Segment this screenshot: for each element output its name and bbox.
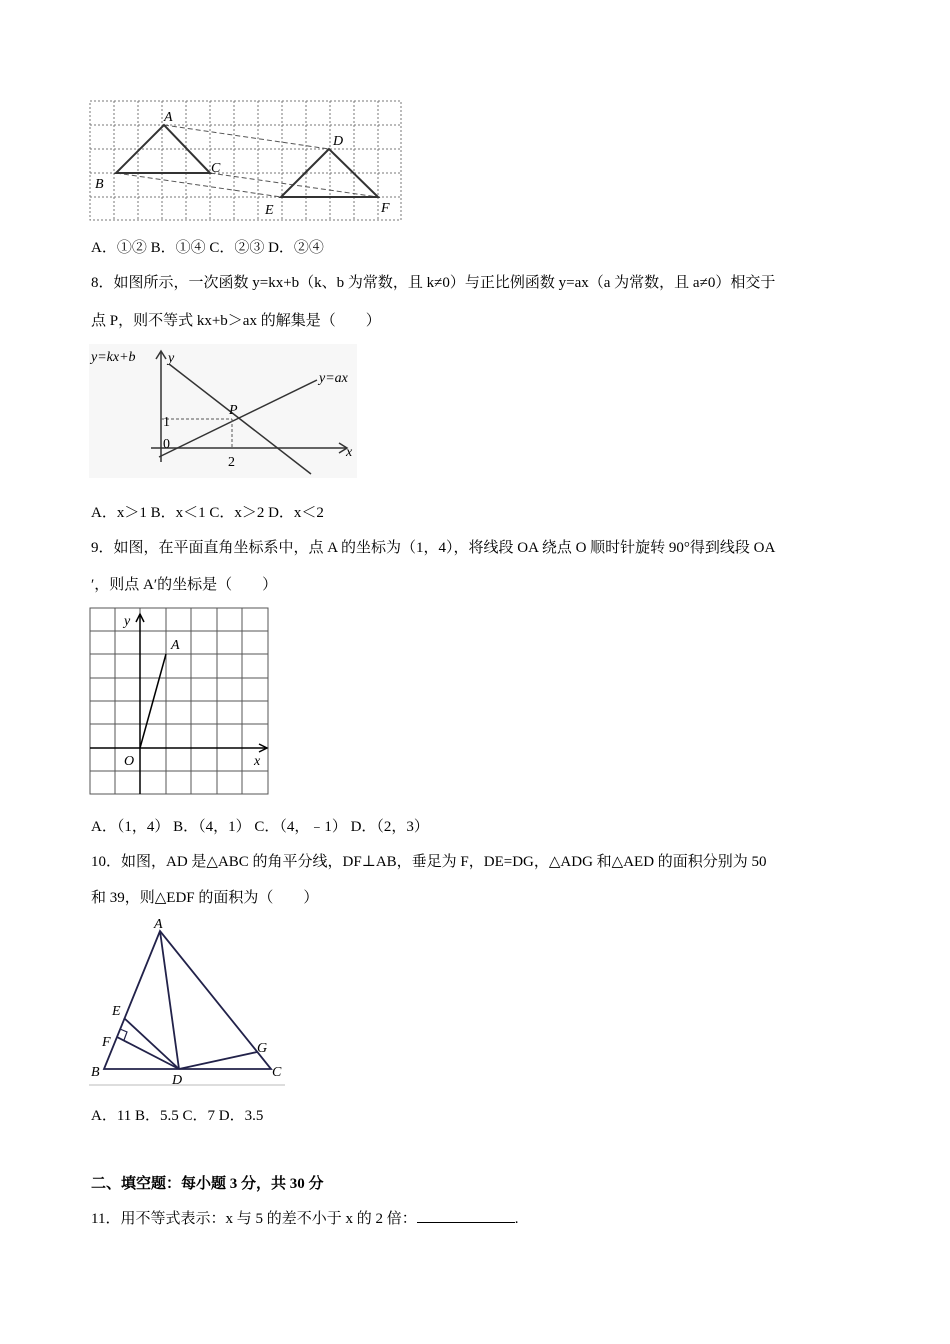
q7-options: A．①② B．①④ C．②③ D．②④	[91, 240, 324, 256]
q10-label-c: C	[272, 1065, 282, 1080]
q7-label-e: E	[265, 203, 274, 218]
q8-tick-2: 2	[228, 455, 235, 470]
q9-options: A．（1，4） B．（4，1） C．（4，﹣1） D．（2，3）	[91, 819, 429, 835]
q10-triangle-diagram	[89, 918, 285, 1090]
q8-question-line1: 8．如图所示，一次函数 y=kx+b（k、b 为常数，且 k≠0）与正比例函数 y=ax（a 为常数，且 a≠0）相交于	[91, 275, 776, 291]
q9-label-x-axis: x	[254, 754, 261, 769]
q8-origin: 0	[163, 437, 170, 452]
q8-label-x-axis: x	[346, 445, 353, 460]
q11-answer-blank[interactable]	[417, 1208, 515, 1223]
q8-label-p: P	[229, 403, 238, 418]
q8-label-ax: y=ax	[319, 371, 348, 386]
q8-label-y-axis: y	[168, 351, 175, 366]
q7-label-b: B	[95, 177, 104, 192]
q8-question-line2: 点 P，则不等式 kx+b＞ax 的解集是（ ）	[91, 313, 381, 329]
q8-tick-1: 1	[163, 415, 170, 430]
q9-coordinate-grid	[89, 606, 271, 796]
q10-label-a: A	[154, 918, 163, 932]
q10-label-e: E	[112, 1004, 121, 1019]
q7-label-c: C	[211, 161, 221, 176]
q8-label-kx-b: y=kx+b	[91, 350, 136, 365]
q10-label-g: G	[257, 1041, 268, 1056]
q8-options: A．x＞1 B．x＜1 C．x＞2 D．x＜2	[91, 505, 324, 521]
section-2-heading: 二、填空题：每小题 3 分，共 30 分	[91, 1176, 324, 1192]
q8-figure	[89, 344, 357, 478]
q10-question-line1: 10．如图，AD 是△ABC 的角平分线，DF⊥AB，垂足为 F，DE=DG，△ADG 和△AED 的面积分别为 50	[91, 854, 767, 870]
q9-figure	[89, 606, 271, 796]
q9-label-a: A	[171, 638, 180, 653]
q10-label-b: B	[91, 1065, 100, 1080]
q10-figure	[89, 918, 285, 1090]
q10-options: A．11 B．5.5 C．7 D．3.5	[91, 1108, 264, 1124]
q11-period: .	[514, 1211, 519, 1227]
q7-label-d: D	[333, 134, 344, 149]
q11-text: 11．用不等式表示：x 与 5 的差不小于 x 的 2 倍：	[91, 1211, 417, 1227]
q7-label-a: A	[164, 110, 173, 125]
q7-label-f: F	[381, 201, 390, 216]
q9-label-o: O	[124, 754, 135, 769]
q7-figure	[89, 100, 403, 222]
q10-question-line2: 和 39，则△EDF 的面积为（ ）	[91, 890, 319, 906]
q11-question	[91, 1207, 518, 1228]
q7-grid-diagram	[89, 100, 403, 222]
q8-function-graph	[89, 344, 357, 478]
q9-question-line1: 9．如图，在平面直角坐标系中，点 A 的坐标为（1，4），将线段 OA 绕点 O 顺时针旋转 90°得到线段 OA	[91, 540, 776, 556]
q10-label-d: D	[172, 1073, 183, 1088]
q9-question-line2: ′，则点 A′的坐标是（ ）	[91, 577, 278, 593]
q10-label-f: F	[102, 1035, 111, 1050]
q9-label-y-axis: y	[124, 614, 131, 629]
